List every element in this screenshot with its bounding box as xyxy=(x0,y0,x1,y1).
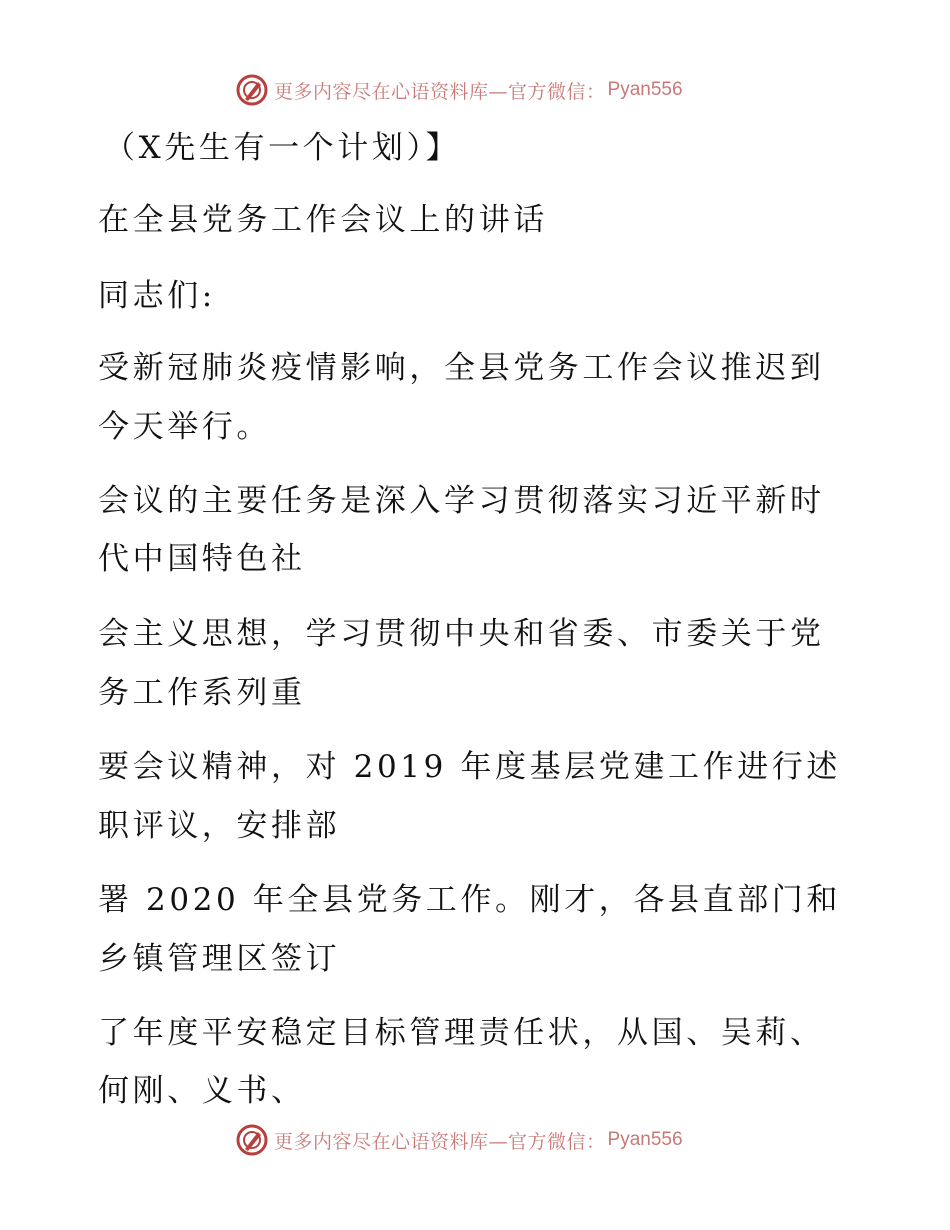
header-watermark xyxy=(236,73,683,107)
document-line: （X先生有一个计划）】 xyxy=(104,130,461,166)
document-line: 会议的主要任务是深入学习贯彻落实习近平新时 xyxy=(98,483,825,519)
watermark-account: Pyan556 xyxy=(607,79,683,100)
document-line: 何刚、义书、 xyxy=(98,1073,306,1109)
document-line: 今天举行。 xyxy=(98,409,271,445)
document-line: 署 2020 年全县党务工作。刚才，各县直部门和 xyxy=(98,882,841,918)
document-line: 了年度平安稳定目标管理责任状，从国、吴莉、 xyxy=(98,1015,825,1051)
document-line: 受新冠肺炎疫情影响，全县党务工作会议推迟到 xyxy=(98,350,825,386)
pen-circle-logo-icon xyxy=(236,74,268,106)
watermark-text: 更多内容尽在心语资料库—官方微信： xyxy=(274,80,606,103)
watermark-account: Pyan556 xyxy=(607,1129,683,1150)
watermark-text: 更多内容尽在心语资料库—官方微信： xyxy=(274,1130,606,1153)
document-line: 代中国特色社 xyxy=(98,541,306,577)
document-line: 务工作系列重 xyxy=(98,675,306,711)
document-line: 会主义思想，学习贯彻中央和省委、市委关于党 xyxy=(98,616,825,652)
document-line: 乡镇管理区签订 xyxy=(98,941,341,977)
document-title: 在全县党务工作会议上的讲话 xyxy=(98,202,548,238)
footer-watermark xyxy=(236,1123,683,1157)
pen-circle-logo-icon xyxy=(236,1124,268,1156)
document-line: 要会议精神，对 2019 年度基层党建工作进行述 xyxy=(98,749,841,785)
salutation: 同志们: xyxy=(98,278,216,314)
document-line: 职评议，安排部 xyxy=(98,808,341,844)
